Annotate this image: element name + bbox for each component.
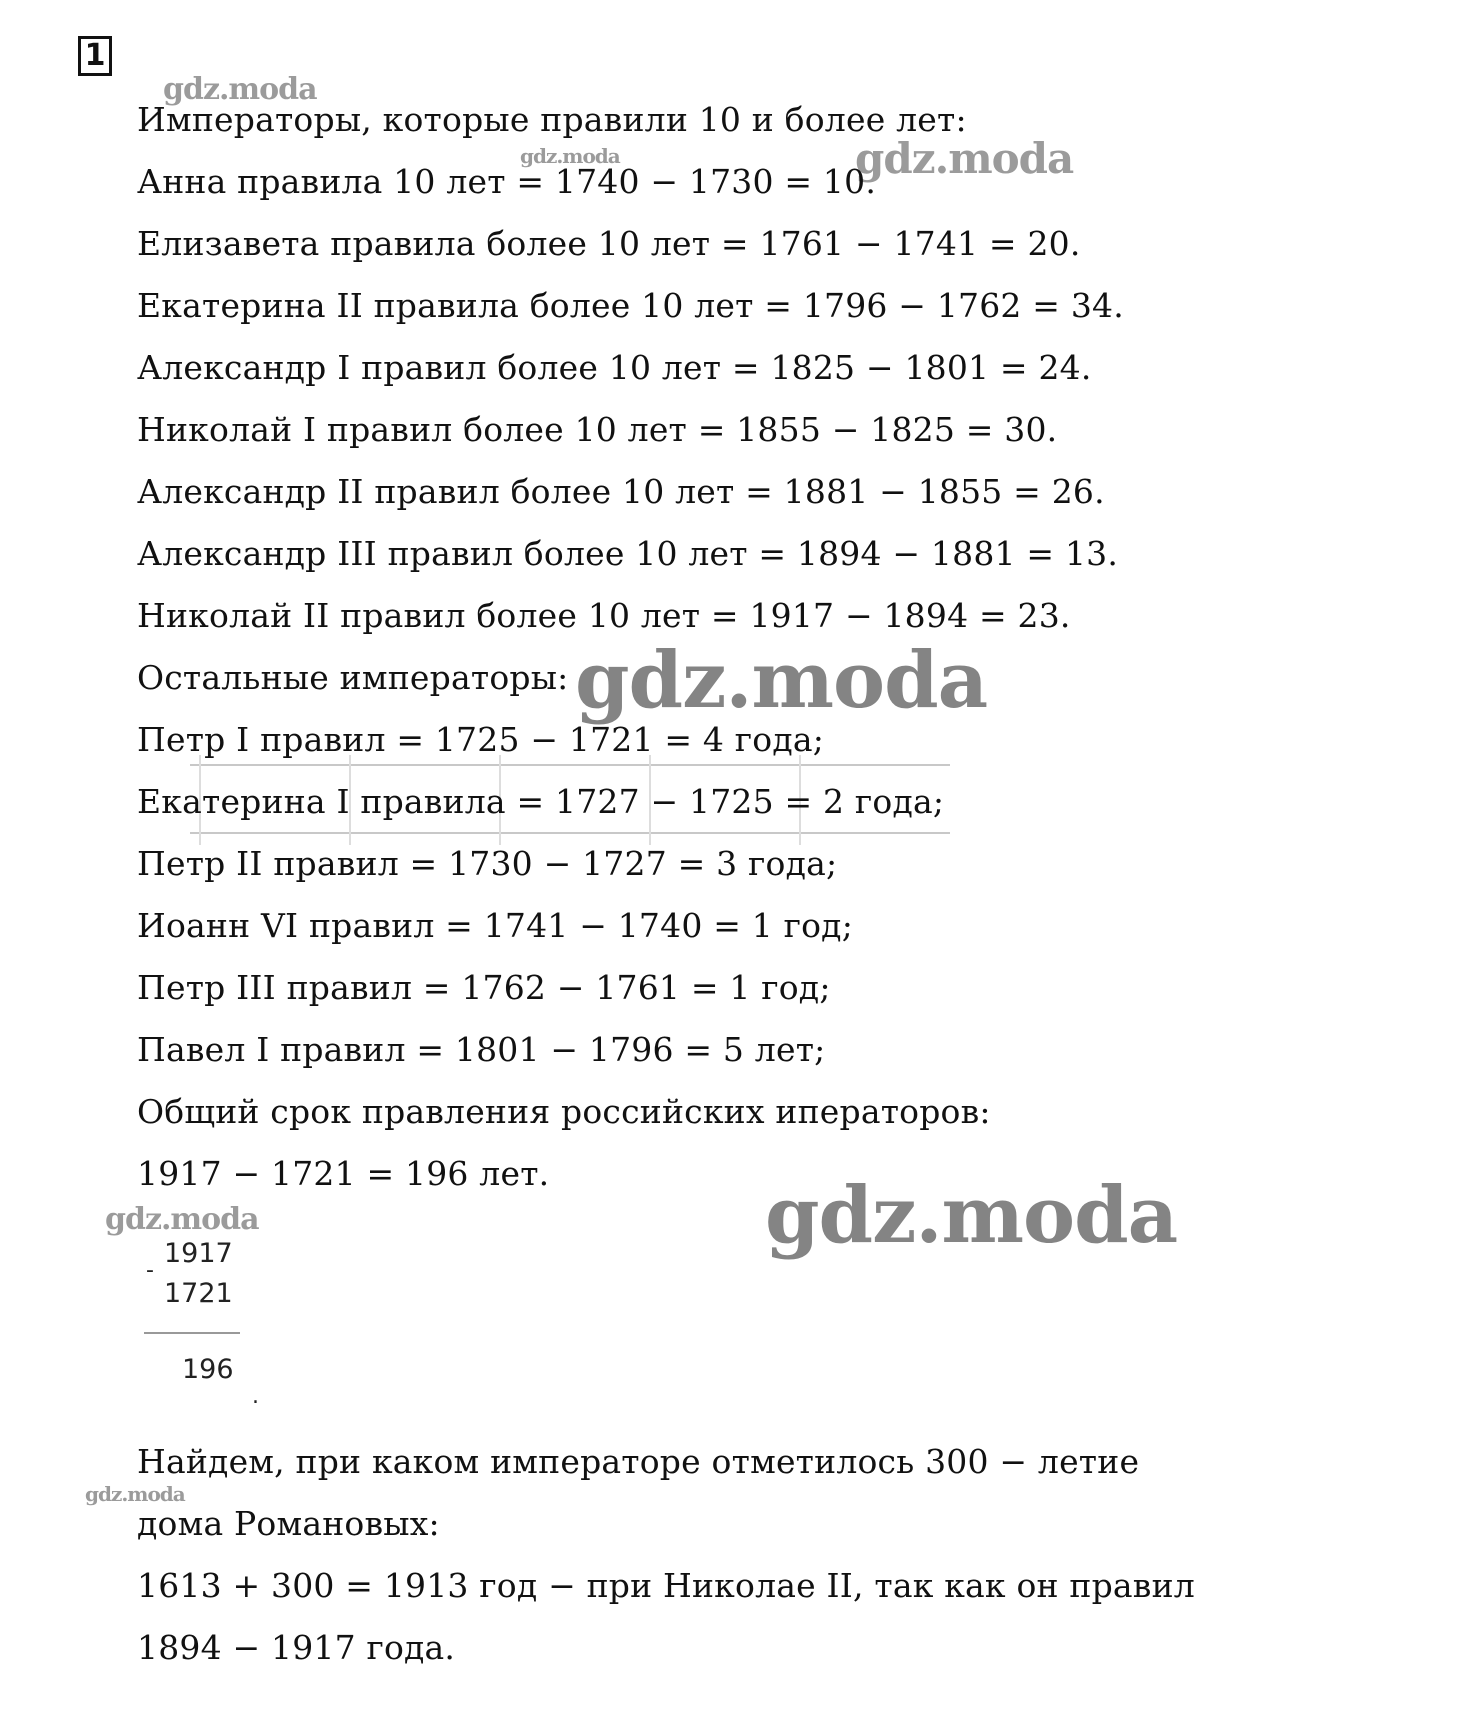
result: 196 bbox=[182, 1354, 234, 1385]
minus-sign: - bbox=[146, 1258, 154, 1283]
line-nikolai-2: Николай II правил более 10 лет = 1917 − 1894 = 23. bbox=[137, 596, 1071, 635]
line-elizaveta: Елизавета правила более 10 лет = 1761 − 1741 = 20. bbox=[137, 224, 1081, 263]
line-romanov-house: дома Романовых: bbox=[137, 1504, 440, 1543]
line-anna: Анна правила 10 лет = 1740 − 1730 = 10. bbox=[137, 162, 877, 201]
watermark: gdz.moda bbox=[765, 1170, 1178, 1261]
task-number: 1 bbox=[78, 36, 112, 76]
line-petr-2: Петр II правил = 1730 − 1727 = 3 года; bbox=[137, 844, 838, 883]
line-find-emperor: Найдем, при каком императоре отметилось 300 − летие bbox=[137, 1442, 1140, 1481]
line-total: 1917 − 1721 = 196 лет. bbox=[137, 1154, 550, 1193]
watermark: gdz.moda bbox=[575, 635, 988, 726]
subtrahend: 1721 bbox=[164, 1278, 233, 1309]
heading-long-rulers: Императоры, которые правили 10 и более лет: bbox=[137, 100, 967, 139]
line-nikolai-reign: 1894 − 1917 года. bbox=[137, 1628, 456, 1667]
watermark: gdz.moda bbox=[520, 144, 620, 168]
line-petr-1: Петр I правил = 1725 − 1721 = 4 года; bbox=[137, 720, 825, 759]
line-petr-3: Петр III правил = 1762 − 1761 = 1 год; bbox=[137, 968, 831, 1007]
line-ioann-6: Иоанн VI правил = 1741 − 1740 = 1 год; bbox=[137, 906, 854, 945]
line-aleksandr-2: Александр II правил более 10 лет = 1881 − 1855 = 26. bbox=[137, 472, 1105, 511]
watermark: gdz.moda bbox=[85, 1482, 185, 1506]
line-aleksandr-3: Александр III правил более 10 лет = 1894 − 1881 = 13. bbox=[137, 534, 1119, 573]
line-1913-calc: 1613 + 300 = 1913 год − при Николае II, так как он правил bbox=[137, 1566, 1195, 1605]
heading-other-rulers: Остальные императоры: bbox=[137, 658, 569, 697]
column-subtraction bbox=[140, 1238, 260, 1418]
result-line bbox=[144, 1332, 240, 1334]
heading-total-term: Общий срок правления российских иператоров: bbox=[137, 1092, 991, 1131]
watermark: gdz.moda bbox=[163, 72, 317, 107]
dot: . bbox=[252, 1384, 259, 1409]
line-ekaterina-1: Екатерина I правила = 1727 − 1725 = 2 года; bbox=[137, 782, 945, 821]
minuend: 1917 bbox=[164, 1238, 233, 1269]
line-aleksandr-1: Александр I правил более 10 лет = 1825 − 1801 = 24. bbox=[137, 348, 1092, 387]
line-ekaterina-2: Екатерина II правила более 10 лет = 1796 − 1762 = 34. bbox=[137, 286, 1124, 325]
watermark: gdz.moda bbox=[105, 1202, 259, 1237]
line-nikolai-1: Николай I правил более 10 лет = 1855 − 1825 = 30. bbox=[137, 410, 1058, 449]
line-pavel-1: Павел I правил = 1801 − 1796 = 5 лет; bbox=[137, 1030, 826, 1069]
watermark: gdz.moda bbox=[855, 134, 1074, 183]
